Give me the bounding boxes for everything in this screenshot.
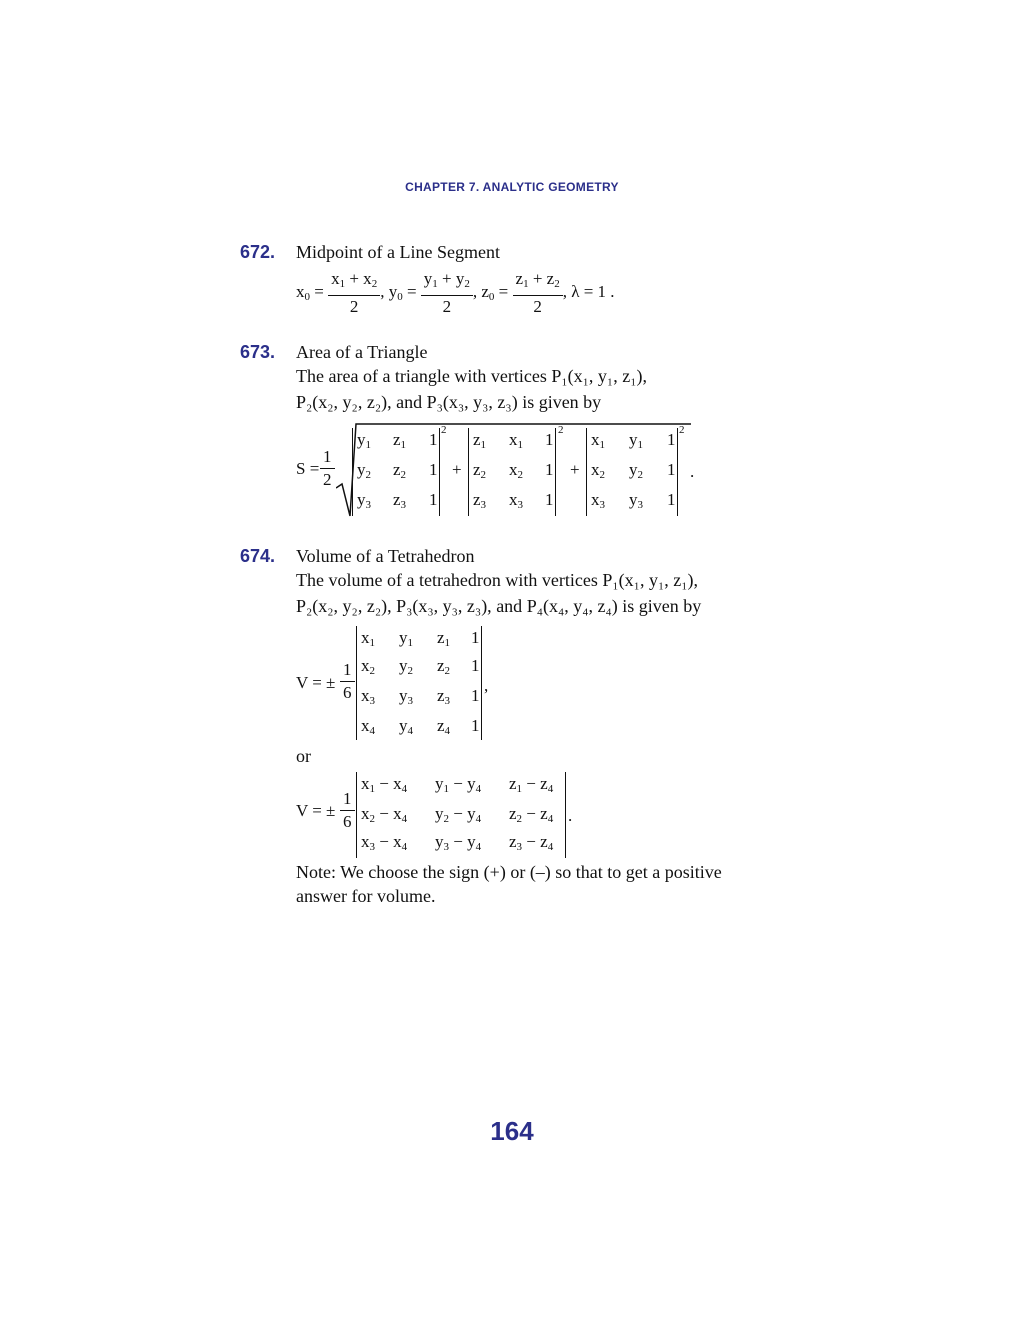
half-fraction: $\frac{1}{2}$ <box>320 446 335 491</box>
period-674: . <box>568 806 573 825</box>
volume-v-eq-2: V = ± <box>296 801 336 820</box>
page-number: 164 <box>490 1116 534 1146</box>
formula-number-672: 672. <box>240 242 276 262</box>
midpoint-formula: $x_0$ = $\frac{x_1 + x_2}{2}$ , $y_0$ = $\frac{y_1 + y_2}{2}$ , $z_0$ = $\frac{z_1 + z_2}{2}$ , λ = 1 . <box>296 269 615 316</box>
lambda-text: , λ = 1 . <box>562 281 615 301</box>
formula-title-672: Midpoint of a Line Segment <box>296 242 500 262</box>
sixth-fraction-1: $\frac{1}{6}$ <box>340 659 355 704</box>
triangle-det-1: $y_1$ $z_1$ 1 $y_2$ $z_2$ 1 $y_3$ $z_3$ 1 <box>352 428 440 516</box>
formula-number-673: 673. <box>240 342 276 362</box>
period-673: . <box>690 462 695 481</box>
area-s-eq: S = <box>296 459 320 478</box>
note-line2: answer for volume. <box>296 886 436 906</box>
plus-sign-2: + <box>570 460 580 479</box>
tetra-text-line1: The volume of a tetrahedron with vertices P₁(x₁, y₁, z₁), <box>296 570 698 590</box>
sixth-fraction-2: $\frac{1}{6}$ <box>340 788 355 833</box>
comma-674: , <box>484 676 489 695</box>
tetra-det-4x4: $x_1$ $y_1$ $z_1$ 1 $x_2$ $y_2$ $z_2$ 1 $x_3$ $y_3$ $z_3$ 1 $x_4$ $y_4$ $z_4$ 1 <box>356 626 482 740</box>
formula-title-674: Volume of a Tetrahedron <box>296 546 475 566</box>
triangle-det-3: $x_1$ $y_1$ 1 $x_2$ $y_2$ 1 $x_3$ $y_3$ 1 <box>586 428 678 516</box>
tetra-text-line2: P₂(x₂, y₂, z₂), P₃(x₃, y₃, z₃), and P₄(x₄, y₄, z₄) is given by <box>296 596 702 616</box>
triangle-det-2: $z_1$ $x_1$ 1 $z_2$ $x_2$ 1 $z_3$ $x_3$ 1 <box>468 428 556 516</box>
triangle-text-line2: P₂(x₂, y₂, z₂), and P₃(x₃, y₃, z₃) is given by <box>296 392 602 412</box>
tetra-det-3x3: $x_1 - x_4$ $y_1 - y_4$ $z_1 - z_4$ $x_2 - x_4$ $y_2 - y_4$ $z_2 - z_4$ $x_3 - x_4$ $y_3 - y_4$ $z_3 - z_4$ <box>356 772 566 858</box>
plus-sign-1: + <box>452 460 462 479</box>
volume-v-eq-1: V = ± <box>296 673 336 692</box>
formula-number-674: 674. <box>240 546 276 566</box>
formula-title-673: Area of a Triangle <box>296 342 428 362</box>
chapter-header: CHAPTER 7. ANALYTIC GEOMETRY <box>405 180 619 194</box>
triangle-text-line1: The area of a triangle with vertices P₁(x₁, y₁, z₁), <box>296 366 647 386</box>
or-text: or <box>296 746 311 766</box>
note-line1: Note: We choose the sign (+) or (–) so that to get a positive <box>296 862 722 882</box>
